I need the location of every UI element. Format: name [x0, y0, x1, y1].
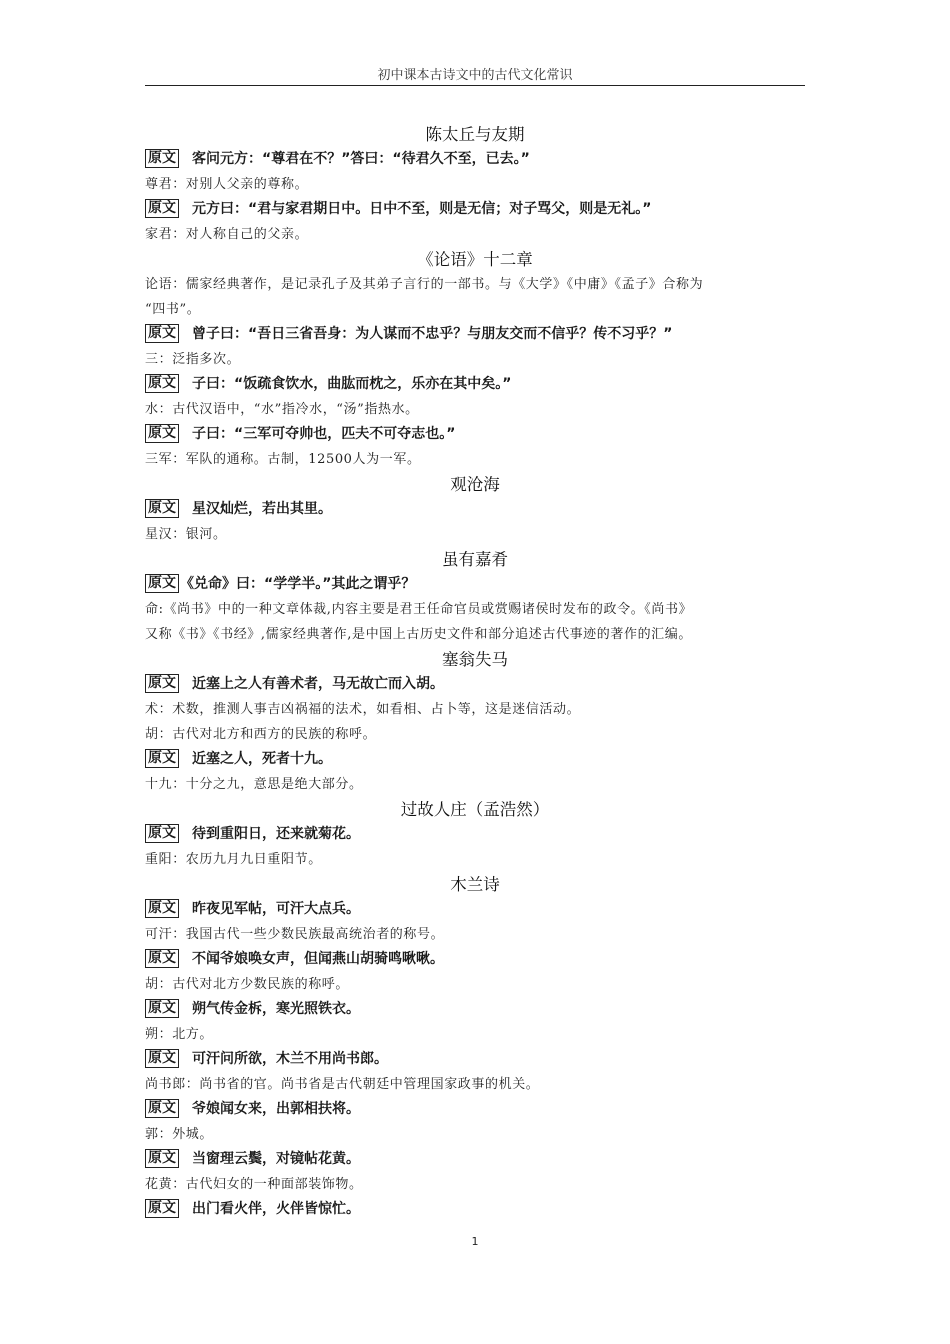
annotation-note: 星汉：银河。 [145, 527, 227, 542]
header-divider [145, 85, 805, 86]
source-tag: 原文 [145, 374, 179, 393]
source-quote [145, 422, 805, 447]
source-quote [145, 747, 805, 772]
source-tag: 原文 [145, 1099, 179, 1118]
annotation-note: 胡：古代对北方和西方的民族的称呼。 [145, 727, 377, 742]
quote-text: 待到重阳日，还来就菊花。 [192, 826, 360, 842]
section-title: 观沧海 [450, 475, 500, 494]
annotation-note: 术：术数，推测人事吉凶祸福的法术，如看相、占卜等，这是迷信活动。 [145, 702, 581, 717]
annotation-note: 朔：北方。 [145, 1027, 214, 1042]
section-title: 塞翁失马 [442, 650, 508, 669]
quote-text: 朔气传金柝，寒光照铁衣。 [192, 1001, 360, 1017]
page-header: 初中课本古诗文中的古代文化常识 [377, 68, 573, 83]
annotation-note: 论语：儒家经典著作，是记录孔子及其弟子言行的一部书。与《大学》《中庸》《孟子》合称为 [145, 277, 704, 292]
quote-text: 曾子曰：“吾日三省吾身：为人谋而不忠乎？与朋友交而不信乎？传不习乎？” [192, 326, 673, 342]
source-quote [145, 1097, 805, 1122]
source-tag: 原文 [145, 999, 179, 1018]
source-quote [145, 1047, 805, 1072]
quote-text: 当窗理云鬓，对镜帖花黄。 [192, 1151, 360, 1167]
source-quote [145, 897, 805, 922]
source-tag: 原文 [145, 824, 179, 843]
annotation-note: “四书”。 [145, 302, 201, 317]
annotation-note: 郭：外城。 [145, 1127, 214, 1142]
quote-text: 爷娘闻女来，出郭相扶将。 [192, 1101, 360, 1117]
annotation-note: 胡：古代对北方少数民族的称呼。 [145, 977, 350, 992]
source-tag: 原文 [145, 899, 179, 918]
quote-text: 《兑命》曰：“学学半。”其此之谓乎？ [180, 576, 416, 592]
source-tag: 原文 [145, 949, 179, 968]
annotation-note: 家君：对人称自己的父亲。 [145, 227, 309, 242]
source-quote [145, 672, 805, 697]
annotation-note: 又称《书》《书经》,儒家经典著作,是中国上古历史文件和部分追述古代事迹的著作的汇编。 [145, 627, 692, 642]
section-title: 陈太丘与友期 [425, 125, 525, 144]
annotation-note: 三：泛指多次。 [145, 352, 241, 367]
quote-text: 近塞之人，死者十九。 [192, 751, 332, 767]
source-quote [145, 197, 805, 222]
section-title: 《论语》十二章 [417, 250, 533, 269]
quote-text: 近塞上之人有善术者，马无故亡而入胡。 [192, 676, 444, 692]
annotation-note: 水：古代汉语中，“水”指冷水，“汤”指热水。 [145, 402, 419, 417]
document-body [145, 122, 805, 1222]
source-quote [145, 497, 805, 522]
annotation-note: 三军：军队的通称。古制，12500人为一军。 [145, 452, 421, 467]
annotation-note: 十九：十分之九，意思是绝大部分。 [145, 777, 363, 792]
source-quote [145, 1147, 805, 1172]
quote-text: 客问元方：“尊君在不？”答曰：“待君久不至，已去。” [192, 151, 530, 167]
quote-text: 出门看火伴，火伴皆惊忙。 [192, 1201, 360, 1217]
source-quote [145, 147, 805, 172]
source-quote [145, 997, 805, 1022]
source-quote [145, 822, 805, 847]
section-title: 木兰诗 [450, 875, 500, 894]
source-quote [145, 947, 805, 972]
quote-text: 元方曰：“君与家君期日中。日中不至，则是无信；对子骂父，则是无礼。” [192, 201, 652, 217]
source-quote [145, 322, 805, 347]
section-title: 过故人庄（孟浩然） [400, 800, 550, 819]
source-tag: 原文 [145, 424, 179, 443]
page-number: 1 [471, 1235, 479, 1248]
annotation-note: 花黄：古代妇女的一种面部装饰物。 [145, 1177, 363, 1192]
source-tag: 原文 [145, 199, 179, 218]
source-tag: 原文 [145, 674, 179, 693]
source-quote [145, 572, 805, 597]
quote-text: 昨夜见军帖，可汗大点兵。 [192, 901, 360, 917]
quote-text: 子曰：“三军可夺帅也，匹夫不可夺志也。” [192, 426, 456, 442]
quote-text: 星汉灿烂，若出其里。 [192, 501, 332, 517]
source-tag: 原文 [145, 149, 179, 168]
source-tag: 原文 [145, 749, 179, 768]
quote-text: 可汗问所欲，木兰不用尚书郎。 [192, 1051, 388, 1067]
source-tag: 原文 [145, 574, 179, 593]
source-quote [145, 1197, 805, 1222]
source-quote [145, 372, 805, 397]
section-title: 虽有嘉肴 [442, 550, 508, 569]
source-tag: 原文 [145, 1149, 179, 1168]
source-tag: 原文 [145, 1199, 179, 1218]
source-tag: 原文 [145, 324, 179, 343]
quote-text: 不闻爷娘唤女声，但闻燕山胡骑鸣啾啾。 [192, 951, 444, 967]
source-tag: 原文 [145, 499, 179, 518]
annotation-note: 尚书郎：尚书省的官。尚书省是古代朝廷中管理国家政事的机关。 [145, 1077, 540, 1092]
annotation-note: 尊君：对别人父亲的尊称。 [145, 177, 309, 192]
source-tag: 原文 [145, 1049, 179, 1068]
annotation-note: 可汗：我国古代一些少数民族最高统治者的称号。 [145, 927, 445, 942]
annotation-note: 重阳：农历九月九日重阳节。 [145, 852, 322, 867]
quote-text: 子曰：“饭疏食饮水，曲肱而枕之，乐亦在其中矣。” [192, 376, 512, 392]
annotation-note: 命:《尚书》中的一种文章体裁,内容主要是君王任命官员或赏赐诸侯时发布的政令。《尚书》 [145, 602, 693, 617]
